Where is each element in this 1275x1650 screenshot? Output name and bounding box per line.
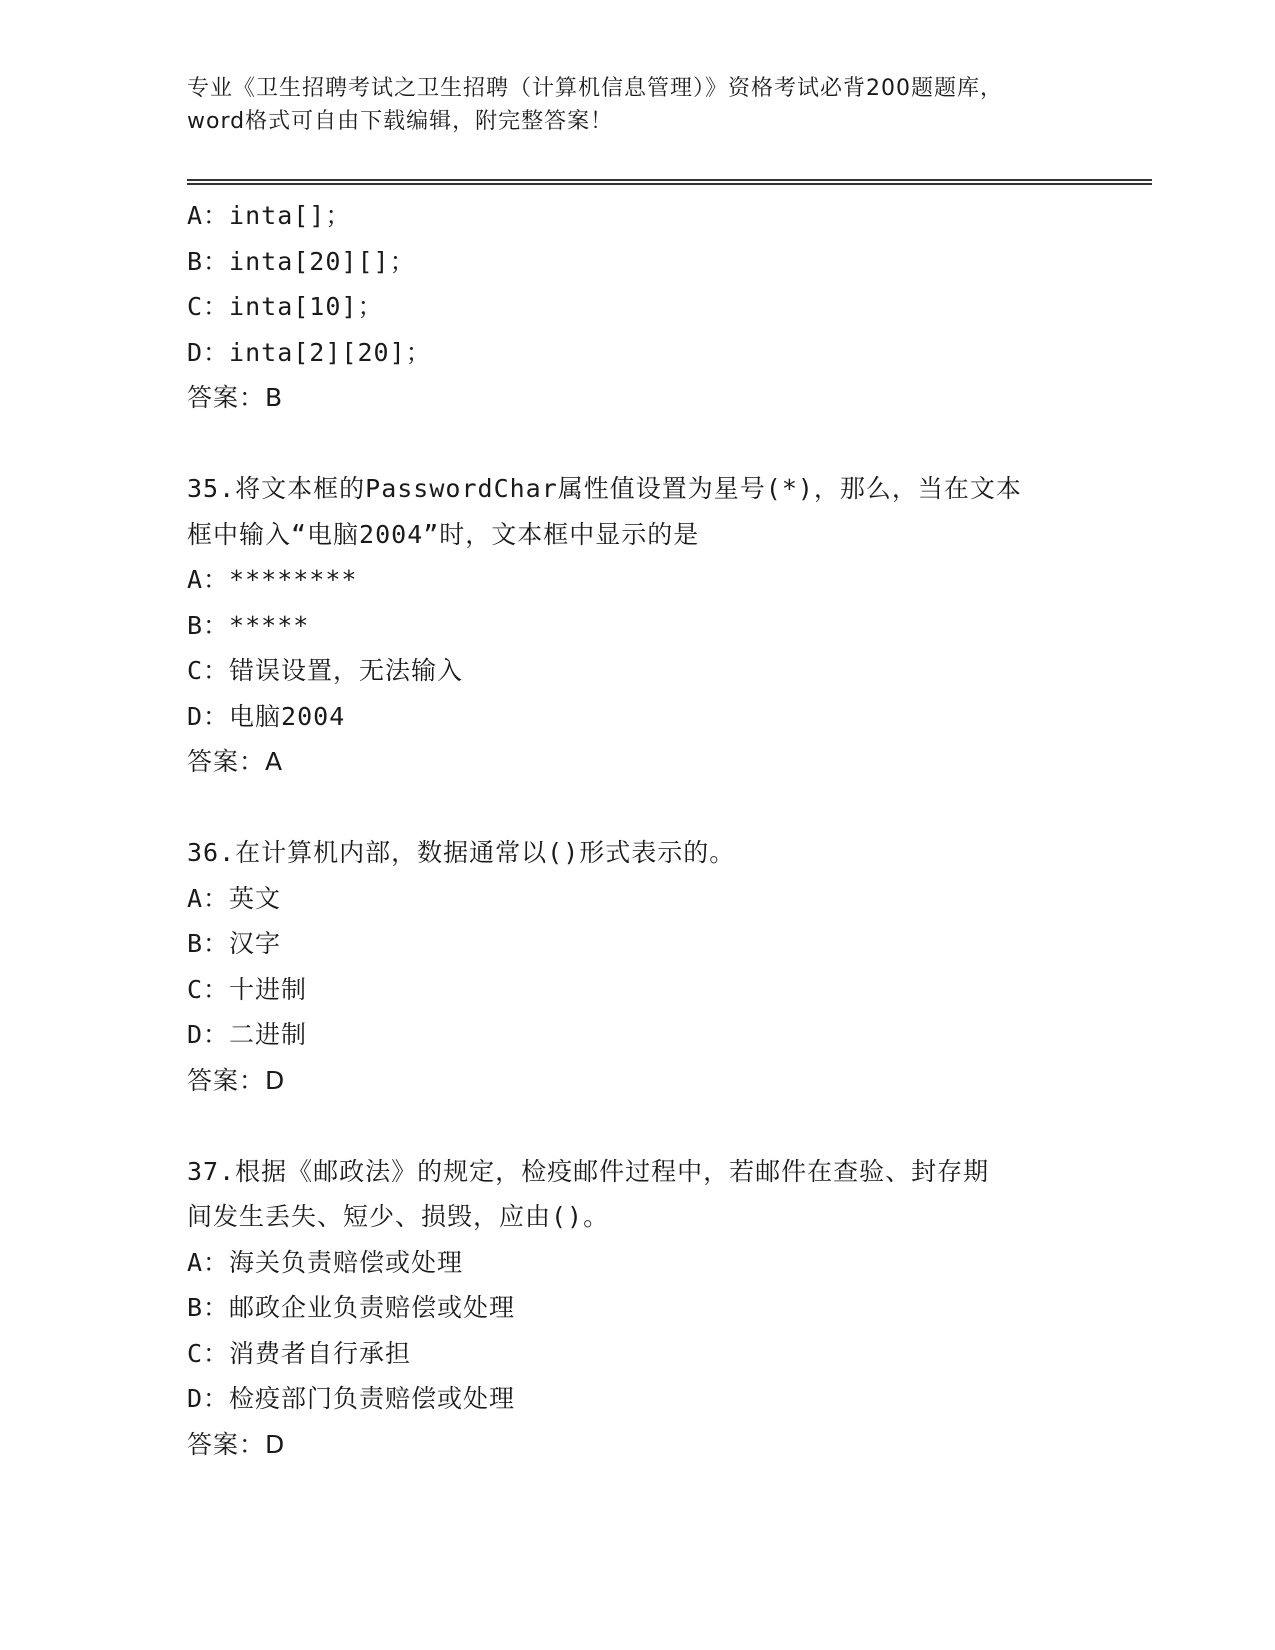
question-stem-line: 36.在计算机内部，数据通常以()形式表示的。 [187,838,736,867]
answer-line: 答案：A [187,747,284,776]
header-divider-top [187,179,1152,181]
option-c: C：错误设置，无法输入 [187,656,464,685]
answer-line: 答案：D [187,1429,286,1459]
question-stem-line: 35.将文本框的PasswordChar属性值设置为星号(*)，那么，当在文本 [187,474,1022,503]
option-a: A：inta[]； [187,201,352,230]
option-a: A：海关负责赔偿或处理 [187,1247,464,1277]
option-c: C：十进制 [187,974,308,1004]
answer-line: 答案：D [187,1065,286,1095]
question-list [187,193,1087,1467]
option-b: B：inta[20][]； [187,246,416,276]
question-stem-line: 37.根据《邮政法》的规定，检疫邮件过程中，若邮件在查验、封存期 [187,1156,990,1186]
option-b: B：邮政企业负责赔偿或处理 [187,1293,516,1322]
answer-line: 答案：B [187,383,284,412]
question-stem-line: 框中输入“电脑2004”时，文本框中显示的是 [187,519,700,549]
question-34-continued [187,193,1087,421]
option-c: C：消费者自行承担 [187,1338,412,1368]
option-b: B：汉字 [187,929,282,958]
header-title-line-2: word格式可自由下载编辑，附完整答案！ [187,109,614,134]
question-37 [187,1149,1087,1468]
question-35 [187,466,1087,785]
question-36 [187,830,1087,1103]
option-a: A：英文 [187,883,282,913]
header-title-line-1: 专业《卫生招聘考试之卫生招聘（计算机信息管理）》资格考试必背200题题库， [187,76,1003,101]
option-d: D：检疫部门负责赔偿或处理 [187,1384,516,1413]
option-d: D：电脑2004 [187,701,346,731]
option-b: B：***** [187,610,310,640]
option-a: A：******** [187,565,358,594]
document-header [187,72,1087,138]
option-d: D：inta[2][20]； [187,337,432,367]
header-divider-bottom [187,183,1152,185]
option-d: D：二进制 [187,1020,308,1049]
option-c: C：inta[10]； [187,292,384,321]
question-stem-line: 间发生丢失、短少、损毁，应由()。 [187,1202,610,1231]
